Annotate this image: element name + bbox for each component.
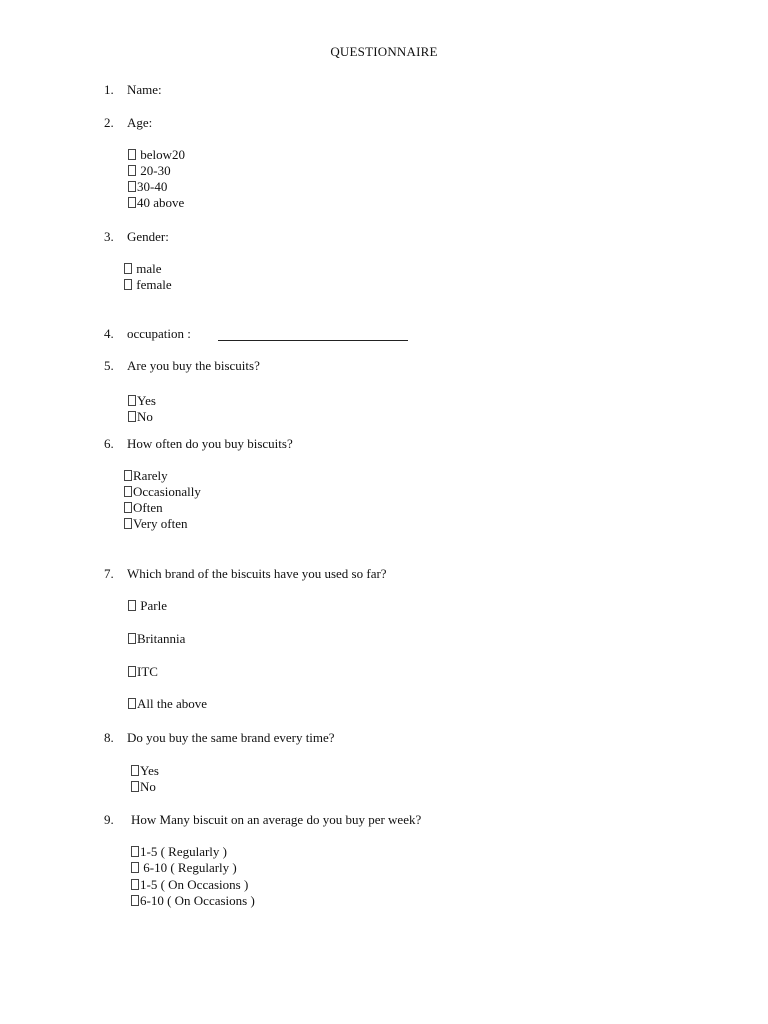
same-brand-option[interactable] xyxy=(131,779,156,795)
option-label: 6-10 ( Regularly ) xyxy=(140,860,237,875)
checkbox-icon[interactable] xyxy=(128,411,136,422)
occupation-answer-line[interactable] xyxy=(218,340,408,341)
checkbox-icon[interactable] xyxy=(131,846,139,857)
checkbox-icon[interactable] xyxy=(124,263,132,274)
age-option[interactable] xyxy=(128,195,184,211)
buy-option[interactable] xyxy=(128,409,153,425)
per-week-option[interactable] xyxy=(131,860,237,876)
option-label: 1-5 ( Regularly ) xyxy=(140,844,228,859)
frequency-option[interactable] xyxy=(124,468,168,484)
per-week-option[interactable] xyxy=(131,893,255,909)
question-number: 9. xyxy=(104,812,114,827)
per-week-option[interactable] xyxy=(131,877,248,893)
question-number: 8. xyxy=(104,730,114,745)
checkbox-icon[interactable] xyxy=(128,181,136,192)
question-number: 1. xyxy=(104,82,114,97)
frequency-option[interactable] xyxy=(124,516,188,532)
checkbox-icon[interactable] xyxy=(131,781,139,792)
gender-option[interactable] xyxy=(124,261,162,277)
gender-option[interactable] xyxy=(124,277,172,293)
question-name: Name: xyxy=(127,82,162,97)
page-title: QUESTIONNAIRE xyxy=(330,44,438,59)
checkbox-icon[interactable] xyxy=(128,149,136,160)
option-label: female xyxy=(133,277,172,292)
checkbox-icon[interactable] xyxy=(124,470,132,481)
brand-option[interactable] xyxy=(128,631,185,647)
option-label: No xyxy=(137,409,153,424)
option-label: 40 above xyxy=(137,195,185,210)
checkbox-icon[interactable] xyxy=(128,698,136,709)
option-label: male xyxy=(133,261,162,276)
brand-option[interactable] xyxy=(128,696,207,712)
option-label: Occasionally xyxy=(133,484,201,499)
question-gender: Gender: xyxy=(127,229,169,244)
checkbox-icon[interactable] xyxy=(128,165,136,176)
option-label: 1-5 ( On Occasions ) xyxy=(140,877,249,892)
age-option[interactable] xyxy=(128,179,167,195)
question-number: 3. xyxy=(104,229,114,244)
question-number: 4. xyxy=(104,326,114,341)
option-label: Very often xyxy=(133,516,188,531)
checkbox-icon[interactable] xyxy=(124,518,132,529)
option-label: Yes xyxy=(137,393,156,408)
option-label: 6-10 ( On Occasions ) xyxy=(140,893,255,908)
question-number: 2. xyxy=(104,115,114,130)
question-buy-biscuits: Are you buy the biscuits? xyxy=(127,358,260,373)
question-brand: Which brand of the biscuits have you used so far? xyxy=(127,566,387,581)
question-number: 7. xyxy=(104,566,114,581)
checkbox-icon[interactable] xyxy=(124,502,132,513)
brand-option[interactable] xyxy=(128,598,167,614)
option-label: 20-30 xyxy=(137,163,171,178)
frequency-option[interactable] xyxy=(124,484,201,500)
checkbox-icon[interactable] xyxy=(131,862,139,873)
checkbox-icon[interactable] xyxy=(128,395,136,406)
option-label: 30-40 xyxy=(137,179,168,194)
option-label: ITC xyxy=(137,664,158,679)
checkbox-icon[interactable] xyxy=(131,895,139,906)
age-option[interactable] xyxy=(128,147,185,163)
checkbox-icon[interactable] xyxy=(128,197,136,208)
option-label: No xyxy=(140,779,156,794)
brand-option[interactable] xyxy=(128,664,158,680)
option-label: Britannia xyxy=(137,631,186,646)
question-frequency: How often do you buy biscuits? xyxy=(127,436,293,451)
checkbox-icon[interactable] xyxy=(128,600,136,611)
question-same-brand: Do you buy the same brand every time? xyxy=(127,730,335,745)
checkbox-icon[interactable] xyxy=(124,279,132,290)
checkbox-icon[interactable] xyxy=(131,879,139,890)
question-number: 5. xyxy=(104,358,114,373)
question-occupation: occupation : xyxy=(127,326,191,341)
same-brand-option[interactable] xyxy=(131,763,159,779)
option-label: Often xyxy=(133,500,163,515)
checkbox-icon[interactable] xyxy=(128,633,136,644)
option-label: All the above xyxy=(137,696,208,711)
option-label: below20 xyxy=(137,147,186,162)
option-label: Parle xyxy=(137,598,167,613)
checkbox-icon[interactable] xyxy=(131,765,139,776)
age-option[interactable] xyxy=(128,163,171,179)
question-age: Age: xyxy=(127,115,153,130)
per-week-option[interactable] xyxy=(131,844,227,860)
question-per-week: How Many biscuit on an average do you buy per week? xyxy=(131,812,422,827)
option-label: Yes xyxy=(140,763,159,778)
option-label: Rarely xyxy=(133,468,168,483)
checkbox-icon[interactable] xyxy=(124,486,132,497)
frequency-option[interactable] xyxy=(124,500,163,516)
checkbox-icon[interactable] xyxy=(128,666,136,677)
buy-option[interactable] xyxy=(128,393,156,409)
question-number: 6. xyxy=(104,436,114,451)
